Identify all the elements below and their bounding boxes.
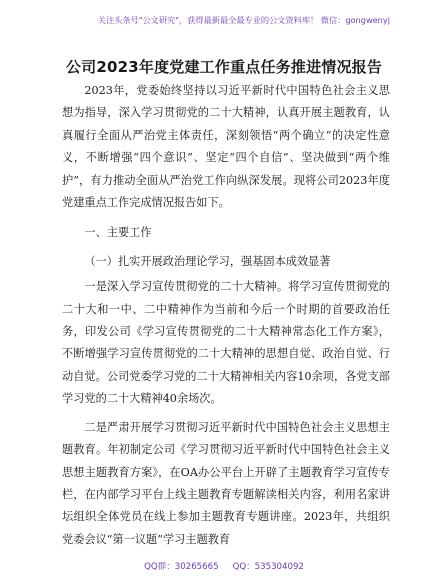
subsection-heading: （一）扎实开展政治理论学习，强基固本成效显著 — [84, 254, 331, 268]
document-title: 公司2023年度党建工作重点任务推进情况报告 — [65, 58, 383, 76]
top-banner-text: 关注头条号"公文研究"，获得最新最全最专业的公文资料库！ 微信：gongwenyj — [97, 14, 390, 25]
body-paragraph-1: 一是深入学习宣传贯彻党的二十大精神。将学习宣传贯彻党的二十大和一中、二中精神作为当前和今后一个时期的首要政治任务，印发公司《学习宣传贯彻党的二十大精神常态化工作方案》，不断增强学习宣传贯彻党的二十大精神的思想自觉、政治自觉、行动自觉。公司党委学习党的二十大精神相关内容10余项，各党支部学习党的二十大精神40余场次。 — [62, 280, 390, 406]
section-heading: 一、主要工作 — [84, 226, 152, 240]
qq-contact-text: QQ：535304092 — [232, 562, 304, 572]
qq-group-text: QQ群：30265665 — [144, 562, 219, 572]
intro-paragraph: 2023年，党委始终坚持以习近平新时代中国特色社会主义思想为指导，深入学习贯彻党的二十大精神，认真开展主题教育，认真履行全面从严治党主体责任，深刻领悟“两个确立”的决定性意义，不断增强“四个意识”、坚定“四个自信”、坚决做到“两个维护”，有力推动全面从严治党工作向纵深发展。现将公司2023年度党建重点工作完成情况报告如下。 — [62, 84, 390, 210]
body-paragraph-2: 二是严肃开展学习贯彻习近平新时代中国特色社会主义思想主题教育。年初制定公司《学习贯彻习近平新时代中国特色社会主义思想主题教育方案》，在OA办公平台上开辟了主题教育学习宣传专栏，在内部学习平台上线主题教育专题解读相关内容，利用名家讲坛组织全体党员在线上参加主题教育专题讲座。2023年，共组织党委会议“第一议题”学习主题教育 — [62, 420, 390, 546]
bottom-banner — [0, 560, 448, 572]
document-body — [62, 80, 390, 551]
top-banner — [0, 0, 448, 40]
